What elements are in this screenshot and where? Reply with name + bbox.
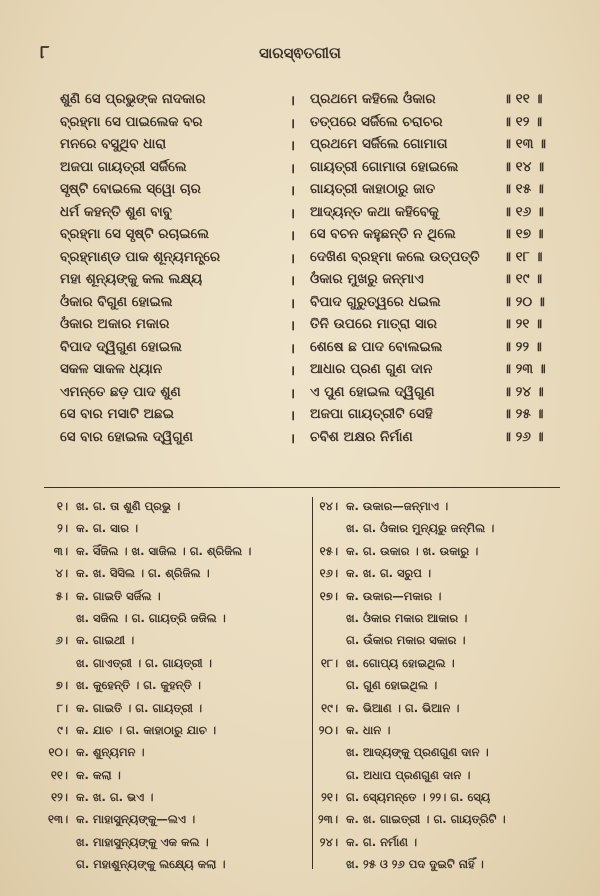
footnote-number: ୧୦। — [48, 745, 68, 760]
footnote-text: ଖ. ୨୫ ଓ ୨୬ ପଦ ଦୁଇଟି ନାହିଁ । — [346, 857, 484, 872]
verse-separator: । — [290, 183, 296, 199]
verse-second-half: ତତ୍ପରେ ସର୍ଜିଲେ ଚରାଚର — [310, 113, 443, 130]
verse-first-half: ଶୁଣି ସେ ପ୍ରଭୁଙ୍କ ନାଦକାର — [60, 91, 206, 107]
footnote-row — [48, 786, 310, 808]
footnote-row — [318, 808, 568, 830]
footnotes-left-column — [48, 495, 310, 876]
footnote-number: ୧୯। — [321, 700, 338, 715]
footnote-text: କ. ଖ. ଗାଇତ୍ରୀ । ଗ. ଗାୟତ୍ରିଟି । — [346, 812, 506, 827]
page-title: ସାରସ୍ଵତଗୀତା — [259, 44, 341, 62]
footnote-text: ଖ. ଗ. ତା ଶୁଣି ପ୍ରଭୁ । — [76, 499, 181, 513]
footnote-number: ୨୪। — [319, 834, 338, 849]
verse-block — [60, 88, 560, 448]
footnote-row — [48, 495, 310, 517]
verse-number: ॥ ୧୯ ॥ — [503, 271, 543, 287]
verse-number: ॥ ୨୧ ॥ — [503, 316, 543, 332]
footnote-text: କ. ଗ. ସାର । — [76, 521, 139, 536]
footnote-number: ୨। — [57, 521, 68, 536]
footnote-text: କ. ଖ. ଗ. ସରୁପ । — [346, 566, 432, 581]
footnote-row — [318, 540, 568, 562]
footnote-number: ୧୬। — [319, 566, 338, 581]
footnote-text: କ. ଧାନ । — [346, 722, 391, 737]
verse-number: ॥ ୧୩ ॥ — [503, 136, 547, 152]
verse-second-half: ତିନି ଉପରେ ମାତ୍ରା ସାର — [310, 316, 438, 332]
footnote-text: କ. ଉକାର—ମକାର । — [346, 588, 442, 603]
footnote-text: ଗ. ମହାଶୁନ୍ୟଙ୍କୁ ଲକ୍ଷ୍ୟେ କଲା । — [76, 857, 226, 872]
verse-number: ॥ ୨୪ ॥ — [503, 383, 544, 400]
footnote-row — [48, 831, 310, 853]
verse-first-half: ବ୍ରହ୍ମାଣ୍ଡ ପାକ ଶୂନ୍ୟମନ୍ତ୍ରେ — [60, 248, 221, 265]
verse-second-half: ଚବିଶ ଅକ୍ଷର ନିର୍ମାଣ — [310, 428, 413, 445]
footnote-text: ଗ. ଗୁଣ ହୋଇଥିଲ । — [346, 678, 438, 693]
page-header — [40, 38, 560, 68]
footnote-text: ଖ. ଓଁକାର ମକାର ଆକାର । — [346, 610, 468, 625]
footnote-number: ୧୮। — [320, 655, 338, 670]
verse-number: ॥ ୨୩ ॥ — [503, 361, 546, 377]
verse-number: ॥ ୧୧ ॥ — [503, 91, 543, 107]
verse-separator: । — [290, 340, 296, 357]
verse-second-half: ଗାୟତ୍ରୀ କାହାଠାରୁ ଜାତ — [310, 181, 436, 197]
verse-row — [60, 268, 560, 291]
verse-row — [60, 178, 560, 201]
footnote-text: ଖ. ଗୋପ୍ୟ ହୋଇଥିଲ । — [346, 655, 455, 670]
footnote-row — [318, 853, 568, 875]
verse-second-half: ଅଜପା ଗାୟତ୍ରୀଟି ସେହି — [310, 406, 433, 422]
footnote-row — [318, 764, 568, 786]
verse-separator: । — [290, 93, 296, 109]
verse-separator: । — [290, 228, 296, 244]
verse-number: ॥ ୨୬ ॥ — [503, 428, 544, 445]
verse-number: ॥ ୨୦ ॥ — [503, 293, 545, 310]
verse-row — [60, 291, 560, 314]
verse-first-half: ଓଁକାର ବିଗୁଣ ହୋଇଲ — [60, 293, 173, 310]
verse-separator: । — [290, 295, 296, 312]
verse-row — [60, 223, 560, 246]
footnote-text: କ. ଗ. ଉକାର । ଖ. ଉକାରୁ । — [346, 543, 479, 558]
verse-row — [60, 403, 560, 426]
verse-first-half: ସକଳ ସାକଳ ଧ୍ୟାନ — [60, 361, 163, 377]
footnote-number: ୧୭। — [319, 588, 338, 603]
footnote-number: ୧। — [56, 499, 68, 513]
verse-row — [60, 336, 560, 359]
verse-row — [60, 111, 560, 134]
footnote-text: କ. ଶୁନ୍ୟମନ । — [76, 745, 145, 760]
page-number: ୮ — [40, 42, 50, 63]
footnote-text: କ. ମାହାସୁନ୍ୟଙ୍କୁ—ଲଏ । — [76, 812, 196, 827]
footnote-text: କ. ସିଁଜିଲ । ଖ. ସାଜିଲ । ଗ. ଶ୍ରିଜିଲ । — [76, 543, 252, 558]
footnote-number: ୨୦। — [318, 722, 338, 737]
verse-second-half: ଦେଖିଣ ବ୍ରହ୍ମା କଲେ ଉତ୍ପତ୍ତି — [310, 248, 480, 265]
verse-separator: । — [290, 408, 296, 424]
footnote-text: ଖ. ଗ. ଓଁକାର ମୁନ୍ୟରୁ ଜନ୍ମିଲ । — [346, 521, 495, 536]
footnote-row — [318, 786, 568, 808]
verse-separator: । — [290, 115, 296, 132]
verse-number: ॥ ୧୪ ॥ — [503, 158, 545, 175]
verse-second-half: ପ୍ରଥମେ କହିଲେ ଓଁକାର — [310, 91, 436, 107]
footnote-row — [48, 764, 310, 786]
verse-separator: । — [290, 430, 296, 447]
verse-separator: । — [290, 205, 296, 222]
footnote-number: ୪। — [55, 566, 68, 581]
footnote-row — [318, 495, 568, 517]
verse-separator: । — [290, 318, 296, 334]
footnote-text: କ. ଗାଇଥୀ । — [76, 633, 135, 648]
verse-number: ॥ ୧୨ ॥ — [503, 113, 543, 130]
verse-first-half: ବିପାଦ ଦ୍ୱିଗୁଣ ହୋଇଲ — [60, 338, 182, 355]
verse-first-half: ସେ ବାର ହୋଇଲ ଦ୍ୱିଗୁଣ — [60, 428, 193, 445]
verse-row — [60, 156, 560, 179]
verse-first-half: ଓଁକାର ଅକାର ମକାର — [60, 316, 170, 332]
footnote-row — [48, 585, 310, 607]
verse-second-half: ପ୍ରଥମେ ସର୍ଜିଲେ ଗୋମାତା — [310, 136, 448, 152]
footnote-text: କ. ଗାଇତି । ଗ. ଗାୟତ୍ରୀ । — [76, 700, 203, 715]
verse-first-half: ବ୍ରହ୍ମା ସେ ସୃଷ୍ଟି ରଚାଇଲେ — [60, 226, 210, 242]
footnote-row — [318, 607, 568, 629]
footnote-row — [48, 517, 310, 539]
footnote-number: ୯। — [57, 722, 68, 737]
footnote-row — [318, 719, 568, 741]
verse-number: ॥ ୧୮ ॥ — [503, 248, 543, 265]
verse-row — [60, 246, 560, 269]
footnote-row — [48, 741, 310, 763]
footnote-text: କ. ଉକାର—ଜନ୍ମାଏ । — [346, 499, 449, 513]
footnote-text: କ. ଯାଚ । ଗ. କାହାଠାରୁ ଯାଚ । — [76, 722, 217, 737]
verse-first-half: ମହା ଶୂନ୍ୟଙ୍କୁ କଲ ଲକ୍ଷ୍ୟ — [60, 271, 203, 287]
footnote-row — [48, 652, 310, 674]
footnote-number: ୧୨। — [51, 790, 68, 805]
footnote-text: କ. ଭିଆଣ । ଗ. ଭିଆନ । — [346, 700, 460, 715]
footnote-number: ୧୪। — [319, 499, 338, 513]
verse-separator: । — [290, 385, 296, 402]
verse-separator: । — [290, 138, 296, 154]
footnote-text: କ. ଖ. ସିସିଲ । ଗ. ଶ୍ରିଜିଲ । — [76, 566, 210, 581]
verse-row — [60, 358, 560, 381]
footnote-row — [48, 629, 310, 651]
footnote-row — [48, 719, 310, 741]
verse-number: ॥ ୧୬ ॥ — [503, 203, 544, 220]
footnote-text: କ. ଗ. ନର୍ମାଣ । — [346, 834, 418, 849]
verse-second-half: ବିପାଦ ଗୁରୁତ୍ୱରେ ଧଇଲ — [310, 293, 441, 310]
footnote-row — [318, 652, 568, 674]
verse-number: ॥ ୧୫ ॥ — [503, 181, 544, 197]
verse-separator: । — [290, 250, 296, 267]
verse-first-half: ବ୍ରହ୍ମା ସେ ପାଇଲେକ ବର — [60, 113, 203, 130]
verse-first-half: ଧର୍ମ କହନ୍ତି ଶୁଣ ବାବୁ — [60, 203, 172, 220]
verse-second-half: ଗାୟତ୍ରୀ ଗୋମାତା ହୋଇଲେ — [310, 158, 459, 175]
verse-number: ॥ ୨୫ ॥ — [503, 406, 544, 422]
footnote-row — [318, 517, 568, 539]
verse-row — [60, 133, 560, 156]
footnote-row — [48, 674, 310, 696]
footnote-text: ଖ. ମାହାସୁନ୍ୟଙ୍କୁ ଏକ କଲ । — [76, 834, 209, 849]
verse-separator: । — [290, 160, 296, 177]
footnote-row — [318, 741, 568, 763]
footnote-text: କ. ଗାଇତି ସର୍ଜିଲ । — [76, 588, 161, 603]
footnote-text: ଗ. ଉଁକାର ମକାର ସକାର । — [346, 633, 466, 648]
verse-second-half: ଓଁକାର ମୁଖରୁ ଜନ୍ମାଏ — [310, 271, 424, 287]
footnote-number: ୫। — [55, 588, 68, 603]
verse-separator: । — [290, 273, 296, 289]
footnote-row — [48, 697, 310, 719]
footnote-row — [318, 629, 568, 651]
verse-second-half: ଶେଷେ ଛ ପାଦ ବୋଲଇଲ — [310, 338, 443, 355]
footnote-text: ଗ. ସ୍ୟେମନ୍ତେ । ୨୨। ଗ. ସ୍ୟେ — [346, 790, 491, 805]
verse-row — [60, 381, 560, 404]
footnote-row — [48, 540, 310, 562]
verse-row — [60, 313, 560, 336]
footnote-number: ୨୩। — [318, 812, 338, 827]
footnote-number: ୮। — [56, 700, 68, 715]
footnote-row — [48, 853, 310, 875]
verse-second-half: ଆଦ୍ୟନ୍ତ କଥା କହିବେକୁ — [310, 203, 439, 220]
verse-second-half: ସେ ବଚନ କହୁଛନ୍ତି ନ ଥିଲେ — [310, 226, 456, 242]
verse-row — [60, 426, 560, 449]
verse-first-half: ଏମନ୍ତେ ଛଡ଼ ପାଦ ଶୁଣ — [60, 383, 181, 400]
verse-first-half: ଅଜପା ଗାୟତ୍ରୀ ସର୍ଜିଲେ — [60, 158, 187, 175]
verse-first-half: ସେ ବାର ମସାଟି ଅଛଇ — [60, 406, 174, 422]
footnote-number: ୧୩। — [48, 812, 69, 827]
footnote-number: ୧୧। — [50, 767, 68, 782]
verse-row — [60, 88, 560, 111]
footnote-row — [318, 674, 568, 696]
footnote-number: ୭। — [55, 678, 68, 693]
footnote-row — [48, 562, 310, 584]
footnote-text: ଖ. ଆଦ୍ୟଙ୍କୁ ପ୍ରଣଗୁଣ ଦାନ । — [346, 745, 489, 760]
footnote-text: ଖ. କୁହେନ୍ତି । ଗ. କୁହନ୍ତି । — [76, 678, 201, 693]
verse-number: ॥ ୨୨ ॥ — [503, 338, 542, 355]
footnote-text: କ. କଲା । — [76, 767, 121, 782]
footnote-number: ୩। — [53, 543, 68, 558]
footnote-text: କ. ଖ. ଗ. ଭଏ । — [76, 790, 154, 805]
footnote-row — [318, 831, 568, 853]
footnote-text: ଖ. ସଜିଲ । ଗ. ଗାୟତ୍ରି ଜଜିଲ । — [76, 610, 226, 625]
footnote-number: ୨୧। — [321, 790, 338, 805]
footnote-column-rule — [312, 497, 313, 869]
verse-separator: । — [290, 363, 296, 379]
verse-first-half: ସୃଷ୍ଟି ବୋଇଲେ ସ୍ୱୋ ଚାର — [60, 181, 201, 197]
footnote-number: ୬। — [55, 633, 68, 648]
footnote-text: ଗ. ଅଧାପ ପ୍ରଣଗୁଣ ଦାନ । — [346, 767, 471, 782]
footnote-number: ୧୫। — [319, 543, 338, 558]
footnote-row — [318, 585, 568, 607]
verse-number: ॥ ୧୭ ॥ — [503, 226, 544, 242]
footnote-text: ଖ. ଗାଏତ୍ରୀ । ଗ. ଗାୟତ୍ରୀ । — [76, 655, 212, 670]
footnote-row — [48, 808, 310, 830]
footnote-divider — [44, 487, 560, 488]
footnote-row — [48, 607, 310, 629]
verse-second-half: ଏ ପୁଣ ହୋଇଲ ଦ୍ୱିଗୁଣ — [310, 383, 435, 400]
verse-first-half: ମନରେ ବସୁଥିବ ଧାରା — [60, 136, 167, 152]
footnotes-right-column — [318, 495, 568, 876]
verse-row — [60, 201, 560, 224]
footnote-row — [318, 562, 568, 584]
verse-second-half: ଆଧାର ପ୍ରଣ ଗୁଣ ଦାନ — [310, 361, 433, 377]
footnote-row — [318, 697, 568, 719]
